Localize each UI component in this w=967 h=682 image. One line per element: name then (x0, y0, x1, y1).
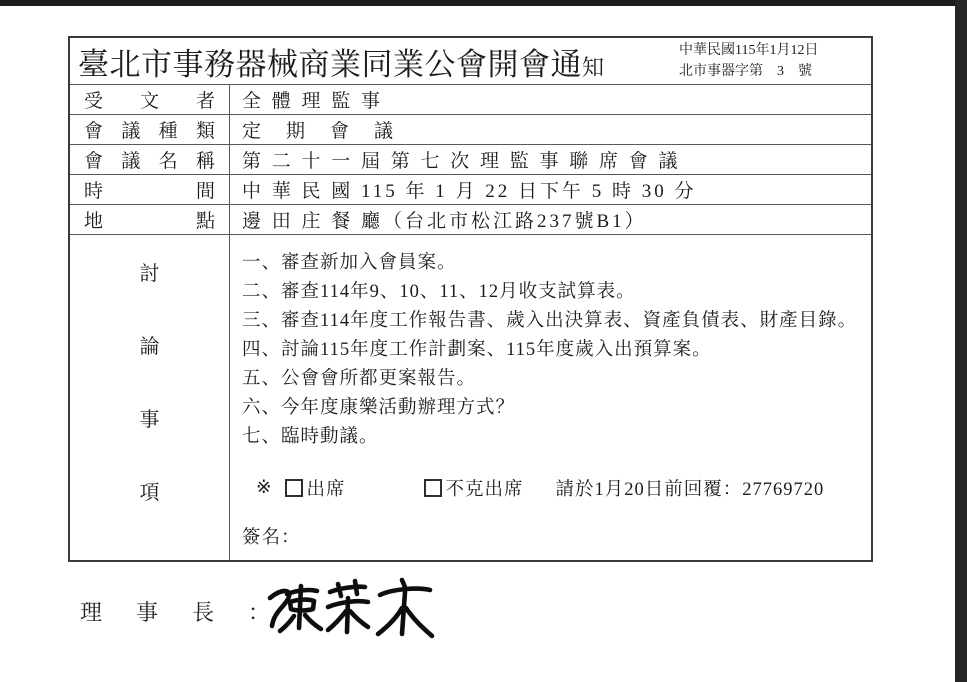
agenda-item-2: 二、審查114年9、10、11、12月收支試算表。 (242, 282, 636, 302)
chairman-signature-handwriting (260, 576, 440, 656)
recipient-label: 受 文 者 (70, 85, 230, 114)
meeting-place-value: 邊 田 庄 餐 廳（台北市松江路237號B1） (242, 211, 647, 232)
rsvp-decline-option[interactable] (424, 475, 524, 501)
meeting-type-row (70, 114, 871, 144)
chairman-line (80, 596, 276, 627)
decline-checkbox[interactable] (424, 479, 442, 497)
agenda-header-char: 項 (139, 482, 160, 504)
agenda-content (230, 235, 871, 560)
chairman-label: 理 事 長 ： (80, 600, 277, 625)
meeting-name-row (70, 144, 871, 174)
title-row (70, 38, 871, 84)
agenda-item-5: 五、公會會所都更案報告。 (242, 369, 477, 389)
attend-label: 出席 (306, 480, 346, 500)
meeting-type-value: 定 期 會 議 (242, 121, 397, 142)
decline-label: 不克出席 (445, 480, 524, 500)
document-title-suffix: 知 (582, 54, 605, 80)
meeting-time-value: 中 華 民 國 115 年 1 月 22 日下午 5 時 30 分 (242, 181, 697, 202)
agenda-row (70, 234, 871, 560)
meeting-type-label: 會 議 種 類 (70, 115, 230, 144)
meeting-time-row (70, 174, 871, 204)
agenda-item-1: 一、審查新加入會員案。 (242, 253, 457, 273)
document-title (70, 39, 679, 84)
attend-checkbox[interactable] (285, 479, 303, 497)
issue-info-block (679, 40, 871, 82)
signature-field-label: 簽名： (242, 528, 301, 548)
agenda-item-3: 三、審查114年度工作報告書、歲入出決算表、資產負債表、財產目錄。 (242, 311, 858, 331)
window-edge-top (0, 0, 967, 6)
rsvp-marker: ※ (256, 478, 273, 498)
agenda-header-char: 論 (139, 336, 160, 358)
issue-ref-number: 北市事器字第 3 號 (679, 64, 812, 79)
agenda-header-char: 討 (139, 263, 160, 285)
agenda-header-vertical (70, 235, 230, 560)
agenda-item-7: 七、臨時動議。 (242, 427, 379, 447)
window-edge-right (955, 0, 967, 682)
recipient-value: 全 體 理 監 事 (242, 91, 384, 112)
rsvp-attend-option[interactable] (285, 475, 346, 501)
agenda-header-char: 事 (139, 409, 160, 431)
meeting-place-row (70, 204, 871, 234)
notice-table (68, 36, 873, 562)
meeting-time-label: 時 間 (70, 175, 230, 204)
meeting-name-label: 會 議 名 稱 (70, 145, 230, 174)
issue-date: 中華民國115年1月12日 (679, 43, 819, 58)
agenda-item-4: 四、討論115年度工作計劃案、115年度歲入出預算案。 (242, 340, 712, 360)
rsvp-reply-note: 請於1月20日前回覆：27769720 (555, 480, 825, 500)
agenda-item-6: 六、今年度康樂活動辦理方式？ (242, 398, 516, 418)
meeting-name-value: 第 二 十 一 屆 第 七 次 理 監 事 聯 席 會 議 (242, 151, 681, 172)
recipient-row (70, 84, 871, 114)
rsvp-line (242, 475, 861, 501)
document-title-main: 臺北市事務器械商業同業公會開會通 (78, 46, 582, 82)
meeting-place-label: 地 點 (70, 205, 230, 234)
